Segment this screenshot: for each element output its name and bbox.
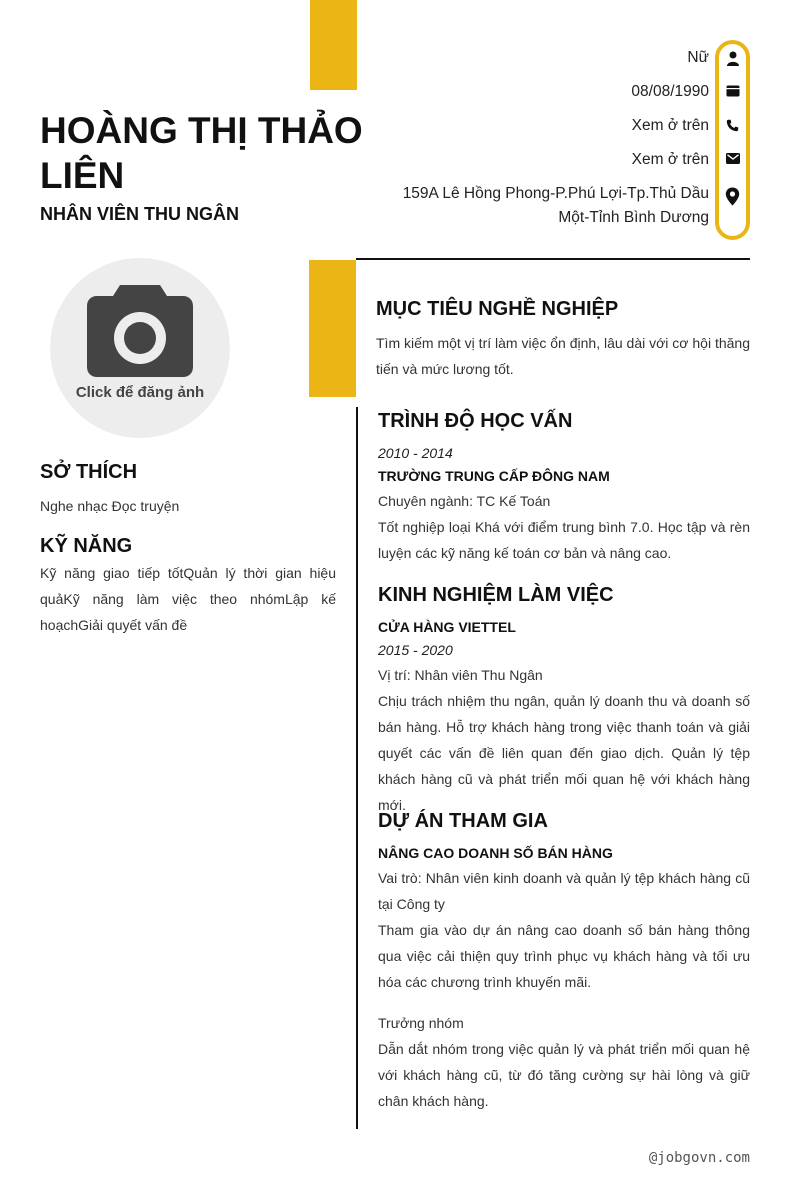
upload-photo-label: Click để đăng ảnh <box>75 384 205 401</box>
education-title[interactable]: TRÌNH ĐỘ HỌC VẤN <box>378 410 573 432</box>
camera-icon <box>87 285 193 377</box>
project-role[interactable]: Vai trò: Nhân viên kinh doanh và quản lý tệp khách hàng cũ tại Công ty <box>378 870 750 912</box>
person-icon <box>724 50 741 67</box>
contact-address[interactable]: 159A Lê Hồng Phong-P.Phú Lợi-Tp.Thủ Dầu Một-Tỉnh Bình Dương <box>402 185 709 226</box>
experience-period[interactable]: 2015 - 2020 <box>378 642 453 658</box>
contact-birthdate[interactable]: 08/08/1990 <box>631 83 709 100</box>
project-name[interactable]: NÂNG CAO DOANH SỐ BÁN HÀNG <box>378 845 613 861</box>
projects-title[interactable]: DỰ ÁN THAM GIA <box>378 810 548 832</box>
contact-email[interactable]: Xem ở trên <box>631 151 709 168</box>
header-accent-bar <box>310 0 357 90</box>
skills-text[interactable]: Kỹ năng giao tiếp tốtQuản lý thời gian hiệu quảKỹ năng làm việc theo nhómLập kế hoạchGiải quyết vấn đề <box>40 565 336 633</box>
objective-text[interactable]: Tìm kiếm một vị trí làm việc ổn định, lâu dài với cơ hội thăng tiến và mức lương tốt. <box>376 335 750 377</box>
contact-gender[interactable]: Nữ <box>687 49 709 66</box>
profile-photo-placeholder[interactable] <box>50 258 230 438</box>
footer-watermark: @jobgovn.com <box>648 1150 750 1166</box>
candidate-name[interactable]: HOÀNG THỊ THẢO LIÊN <box>40 110 363 196</box>
project-description[interactable]: Tham gia vào dự án nâng cao doanh số bán hàng thông qua việc cải thiện quy trình phục vụ khách hàng và tối ưu hóa các chương trình khuyến mãi. <box>378 922 750 990</box>
email-icon <box>724 150 741 167</box>
education-description[interactable]: Tốt nghiệp loại Khá với điểm trung bình 7.0. Học tập và rèn luyện các kỹ năng kế toán cơ bản và nâng cao. <box>378 519 750 561</box>
objective-title[interactable]: MỤC TIÊU NGHỀ NGHIỆP <box>376 298 619 320</box>
contact-icon-strip <box>715 40 750 240</box>
skills-title[interactable]: KỸ NĂNG <box>40 535 133 557</box>
hobbies-title[interactable]: SỞ THÍCH <box>40 461 138 483</box>
header-divider <box>356 258 750 260</box>
location-pin-icon <box>724 186 741 206</box>
experience-position[interactable]: Vị trí: Nhân viên Thu Ngân <box>378 667 543 683</box>
hobbies-text[interactable]: Nghe nhạc Đọc truyện <box>40 498 180 514</box>
project-description-2[interactable]: Dẫn dắt nhóm trong việc quản lý và phát triển mối quan hệ với khách hàng cũ, từ đó tăng cường sự hài lòng và giữ chân khách hàng. <box>378 1041 750 1109</box>
experience-company[interactable]: CỬA HÀNG VIETTEL <box>378 619 516 635</box>
education-school[interactable]: TRƯỜNG TRUNG CẤP ĐÔNG NAM <box>378 468 610 484</box>
phone-icon <box>724 117 741 134</box>
experience-description[interactable]: Chịu trách nhiệm thu ngân, quản lý doanh thu và doanh số bán hàng. Hỗ trợ khách hàng trong việc thanh toán và giải quyết các vấn đề liên quan đến giao dịch. Quản lý tệp khách hàng cũ và phát triển mối quan hệ với khách hàng mới. <box>378 693 750 813</box>
column-divider <box>356 407 358 1129</box>
contact-phone[interactable]: Xem ở trên <box>631 117 709 134</box>
candidate-job-title[interactable]: NHÂN VIÊN THU NGÂN <box>40 204 240 224</box>
objective-accent-bar <box>309 260 356 397</box>
project-role-2[interactable]: Trưởng nhóm <box>378 1015 464 1031</box>
experience-title[interactable]: KINH NGHIỆM LÀM VIỆC <box>378 584 614 606</box>
education-period[interactable]: 2010 - 2014 <box>378 445 453 461</box>
calendar-icon <box>724 82 741 99</box>
education-major[interactable]: Chuyên ngành: TC Kế Toán <box>378 493 551 509</box>
